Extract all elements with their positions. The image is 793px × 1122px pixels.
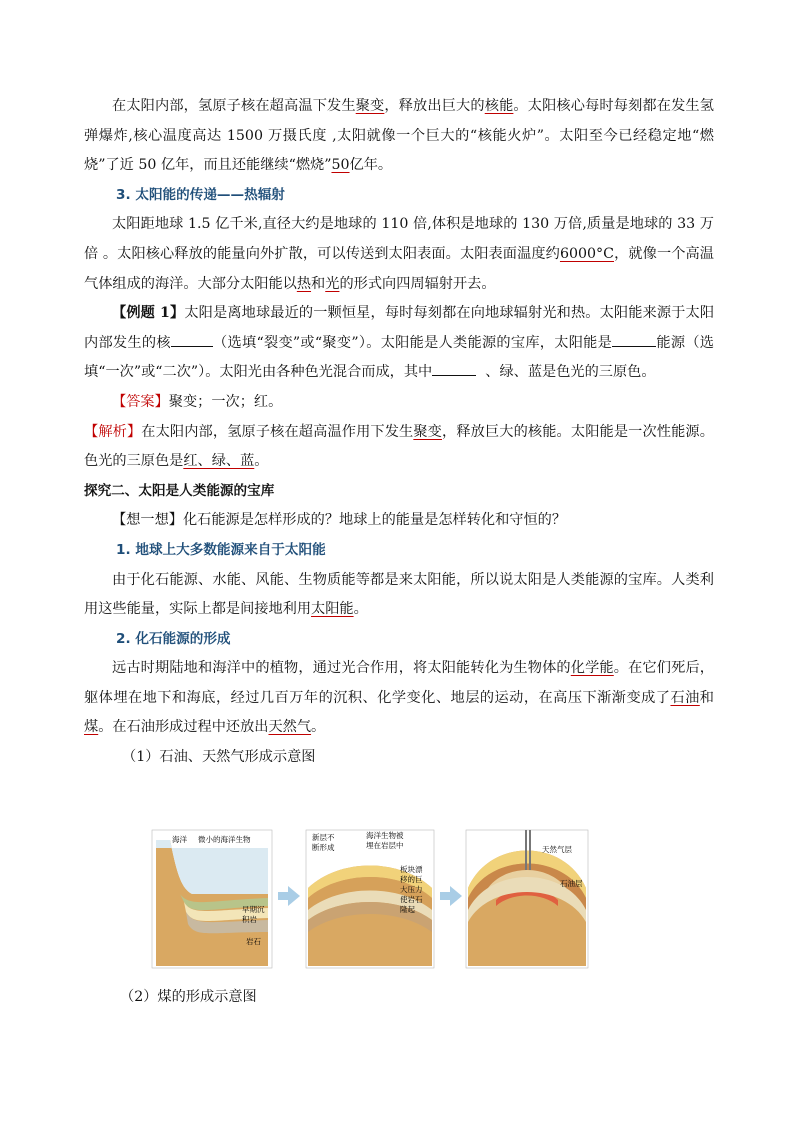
caption-oil-gas: （1）石油、天然气形成示意图 <box>122 749 316 766</box>
answer-line: 【答案】聚变；一次；红。 <box>112 393 283 410</box>
heading-explore-two: 探究二、太阳是人类能源的宝库 <box>84 482 275 499</box>
label-early-sediment-2: 积岩 <box>242 915 257 924</box>
paragraph-energy-source: 由于化石能源、水能、风能、生物质能等都是来太阳能，所以说太阳是人类能源的宝库。人类利用这些能量，实际上都是间接地利用太阳能。 <box>84 571 714 618</box>
panel-oil-gas-trap <box>466 830 588 968</box>
label-plate-pressure-4: 使岩石 <box>400 895 423 904</box>
label-new-layers-2: 断形成 <box>312 843 335 852</box>
heading-energy-from-sun: 1. 地球上大多数能源来自于太阳能 <box>116 541 326 558</box>
answer-blank[interactable] <box>171 332 213 347</box>
oil-gas-formation-diagram <box>150 828 590 973</box>
arrow-right-icon <box>278 886 300 906</box>
heading-solar-transfer: 3. 太阳能的传递——热辐射 <box>116 186 285 203</box>
label-new-layers-1: 新层不 <box>312 833 335 842</box>
panel-burial <box>306 830 434 968</box>
label-early-sediment-1: 早期沉 <box>242 905 265 914</box>
label-plate-pressure-3: 大压力 <box>400 885 423 894</box>
answer-blank[interactable] <box>612 332 656 347</box>
document-body <box>84 92 714 773</box>
paragraph-sun-distance: 太阳距地球 1.5 亿千米,直径大约是地球的 110 倍,体积是地球的 130 万倍,质量是地球的 33 万倍 。太阳核心释放的能量向外扩散，可以传送到太阳表面。太阳表面温度约6000°C，就像一个高温气体组成的海洋。大部分太阳能以热和光的形式向四周辐射开去。 <box>84 216 714 292</box>
example-question: 【例题 1】太阳是离地球最近的一颗恒星，每时每刻都在向地球辐射光和热。太阳能来源于太阳内部发生的核 （选填“裂变”或“聚变”）。太阳能是人类能源的宝库，太阳能是 能源（选填“一次”或“二次”）。太阳光由各种色光混合而成，其中 、绿、蓝是色光的三原色。 <box>84 305 715 381</box>
caption-coal: （2）煤的形成示意图 <box>120 989 257 1005</box>
label-plate-pressure-5: 隆起 <box>400 905 415 914</box>
label-gas-layer: 天然气层 <box>542 845 572 854</box>
label-buried-organisms-2: 埋在岩层中 <box>366 841 404 850</box>
label-plate-pressure-2: 移的巨 <box>400 875 423 884</box>
label-plate-pressure-1: 板块漂 <box>400 865 423 874</box>
arrow-right-icon <box>440 886 462 906</box>
label-buried-organisms-1: 海洋生物被 <box>366 831 404 840</box>
analysis-paragraph: 【解析】在太阳内部，氢原子核在超高温作用下发生聚变，释放巨大的核能。太阳能是一次性能源。色光的三原色是红、绿、蓝。 <box>84 423 714 470</box>
paragraph-fossil-formation: 远古时期陆地和海洋中的植物，通过光合作用，将太阳能转化为生物体的化学能。在它们死后，躯体埋在地下和海底，经过几百万年的沉积、化学变化、地层的运动，在高压下渐渐变成了石油和煤。在石油形成过程中还放出天然气。 <box>84 660 714 736</box>
think-prompt: 【想一想】化石能源是怎样形成的？地球上的能量是怎样转化和守恒的？ <box>112 512 567 529</box>
heading-fossil-formation: 2. 化石能源的形成 <box>116 630 231 647</box>
label-oil-layer: 石油层 <box>560 879 583 888</box>
label-ocean: 海洋 <box>172 835 187 844</box>
label-rock: 岩石 <box>246 937 261 946</box>
label-marine-organisms: 微小的海洋生物 <box>198 835 251 844</box>
panel-early-sediment <box>152 830 272 968</box>
paragraph-sun-interior: 在太阳内部，氢原子核在超高温下发生聚变，释放出巨大的核能。太阳核心每时每刻都在发生氢弹爆炸,核心温度高达 1500 万摄氏度 ,太阳就像一个巨大的“核能火炉”。太阳至今已经稳定地“燃烧”了近 50 亿年，而且还能继续“燃烧”50亿年。 <box>84 98 714 174</box>
answer-blank[interactable] <box>432 361 476 376</box>
